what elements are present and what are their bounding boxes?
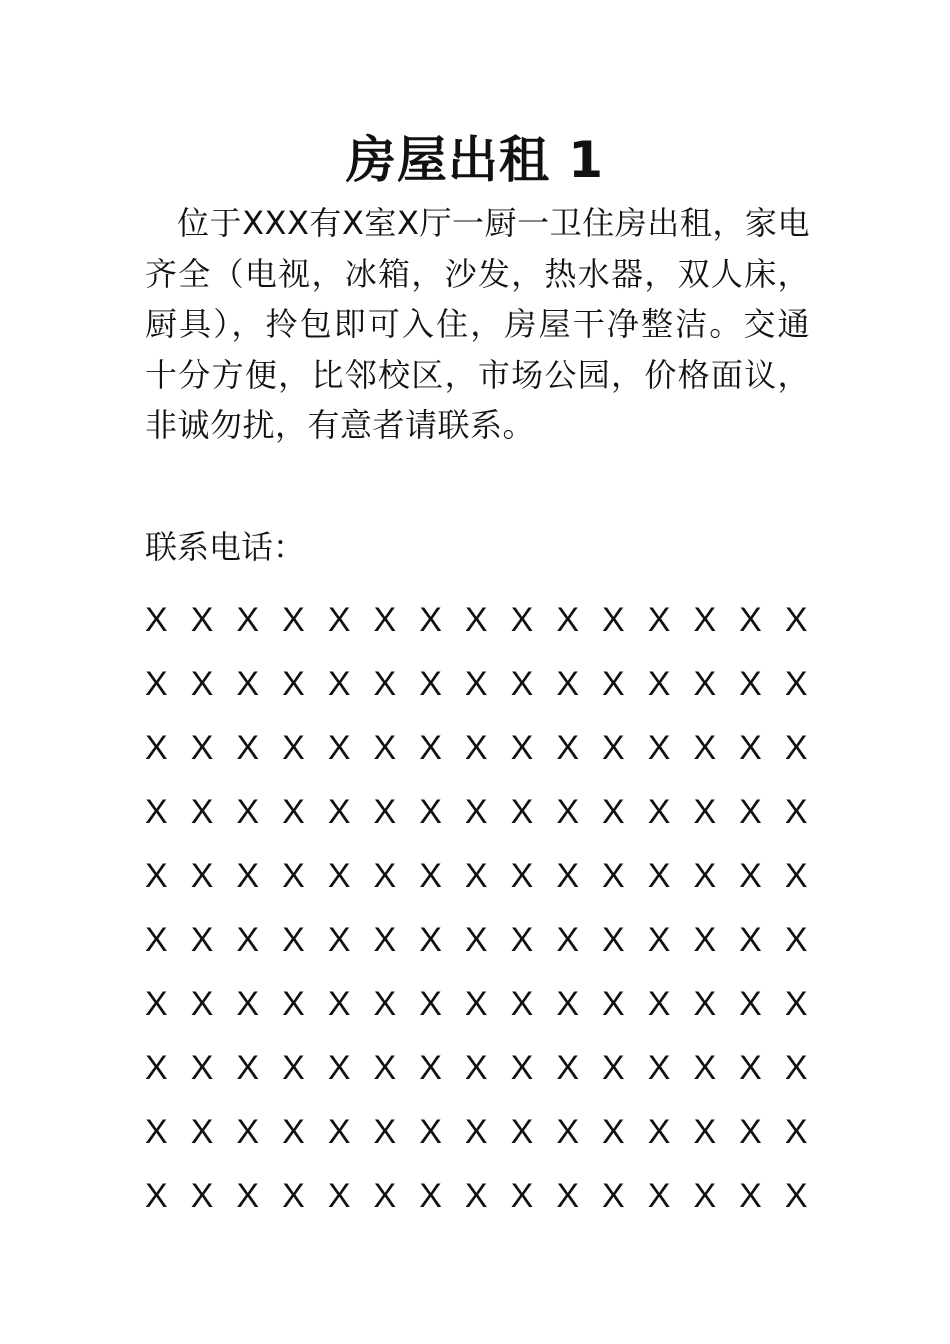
placeholder-x: X: [647, 1049, 671, 1087]
placeholder-x: X: [145, 601, 168, 639]
placeholder-x: X: [647, 921, 671, 959]
placeholder-x: X: [464, 857, 488, 895]
placeholder-x: X: [693, 729, 717, 767]
placeholder-x: X: [784, 729, 808, 767]
placeholder-x: X: [145, 1177, 168, 1215]
placeholder-x: X: [784, 793, 808, 831]
placeholder-x: X: [464, 601, 488, 639]
placeholder-x: X: [190, 985, 214, 1023]
placeholder-row: [145, 914, 808, 978]
placeholder-x: X: [190, 1113, 214, 1151]
placeholder-x: X: [190, 729, 214, 767]
placeholder-x: X: [556, 601, 580, 639]
placeholder-x: X: [602, 857, 625, 895]
placeholder-x: X: [145, 921, 168, 959]
placeholder-x: X: [373, 1177, 397, 1215]
placeholder-x: X: [282, 729, 305, 767]
placeholder-x: X: [556, 793, 580, 831]
placeholder-x: X: [510, 985, 534, 1023]
placeholder-x: X: [510, 921, 534, 959]
placeholder-x: X: [693, 601, 717, 639]
placeholder-row: [145, 658, 808, 722]
placeholder-x: X: [373, 985, 397, 1023]
placeholder-x: X: [784, 857, 808, 895]
placeholder-x: X: [693, 857, 717, 895]
placeholder-x: X: [145, 985, 168, 1023]
placeholder-x: X: [464, 729, 488, 767]
placeholder-x: X: [327, 921, 351, 959]
placeholder-x: X: [784, 985, 808, 1023]
placeholder-x: X: [556, 985, 580, 1023]
placeholder-x: X: [373, 665, 397, 703]
placeholder-x: X: [236, 921, 260, 959]
placeholder-x: X: [693, 665, 717, 703]
placeholder-x: X: [282, 857, 305, 895]
placeholder-x: X: [327, 857, 351, 895]
placeholder-x: X: [510, 1113, 534, 1151]
placeholder-x: X: [190, 1177, 214, 1215]
placeholder-x: X: [784, 665, 808, 703]
placeholder-x: X: [419, 857, 442, 895]
placeholder-x: X: [602, 1177, 625, 1215]
placeholder-x: X: [556, 729, 580, 767]
placeholder-x: X: [373, 729, 397, 767]
placeholder-x: X: [327, 1177, 351, 1215]
placeholder-x: X: [647, 665, 671, 703]
placeholder-x: X: [145, 1113, 168, 1151]
placeholder-x: X: [647, 985, 671, 1023]
placeholder-x: X: [419, 665, 442, 703]
placeholder-row: [145, 1106, 808, 1170]
placeholder-x: X: [236, 665, 260, 703]
placeholder-x: X: [419, 1113, 442, 1151]
placeholder-x: X: [693, 1113, 717, 1151]
phone-placeholder-grid: [145, 594, 808, 1234]
placeholder-x: X: [190, 665, 214, 703]
placeholder-x: X: [556, 665, 580, 703]
placeholder-x: X: [419, 1177, 442, 1215]
placeholder-x: X: [647, 601, 671, 639]
placeholder-x: X: [556, 1113, 580, 1151]
placeholder-x: X: [236, 601, 260, 639]
placeholder-x: X: [739, 1177, 762, 1215]
placeholder-row: [145, 786, 808, 850]
placeholder-x: X: [373, 793, 397, 831]
placeholder-x: X: [145, 793, 168, 831]
placeholder-x: X: [190, 793, 214, 831]
placeholder-x: X: [510, 665, 534, 703]
placeholder-x: X: [739, 921, 762, 959]
placeholder-x: X: [373, 601, 397, 639]
placeholder-x: X: [190, 857, 214, 895]
placeholder-x: X: [236, 1113, 260, 1151]
placeholder-x: X: [282, 1049, 305, 1087]
rental-description: 位于XXX有X室X厅一厨一卫住房出租，家电齐全（电视，冰箱，沙发，热水器，双人床，厨具），拎包即可入住，房屋干净整洁。交通十分方便，比邻校区，市场公园，价格面议，非诚勿扰，有意者请联系。: [145, 204, 810, 444]
placeholder-x: X: [282, 601, 305, 639]
placeholder-x: X: [784, 601, 808, 639]
placeholder-x: X: [556, 1049, 580, 1087]
placeholder-x: X: [693, 921, 717, 959]
placeholder-x: X: [602, 921, 625, 959]
placeholder-x: X: [419, 985, 442, 1023]
placeholder-x: X: [282, 985, 305, 1023]
placeholder-x: X: [419, 1049, 442, 1087]
placeholder-x: X: [282, 1177, 305, 1215]
placeholder-x: X: [693, 985, 717, 1023]
placeholder-x: X: [510, 1049, 534, 1087]
placeholder-x: X: [419, 793, 442, 831]
placeholder-x: X: [464, 985, 488, 1023]
placeholder-x: X: [373, 921, 397, 959]
placeholder-x: X: [647, 729, 671, 767]
placeholder-x: X: [190, 1049, 214, 1087]
placeholder-x: X: [784, 1177, 808, 1215]
placeholder-x: X: [373, 1113, 397, 1151]
placeholder-x: X: [327, 1049, 351, 1087]
placeholder-x: X: [236, 1049, 260, 1087]
placeholder-x: X: [739, 793, 762, 831]
placeholder-x: X: [647, 793, 671, 831]
placeholder-x: X: [784, 1113, 808, 1151]
placeholder-x: X: [602, 729, 625, 767]
placeholder-x: X: [464, 793, 488, 831]
placeholder-x: X: [327, 793, 351, 831]
placeholder-x: X: [510, 729, 534, 767]
placeholder-row: [145, 1042, 808, 1106]
placeholder-x: X: [510, 857, 534, 895]
placeholder-x: X: [464, 1049, 488, 1087]
placeholder-x: X: [327, 729, 351, 767]
placeholder-x: X: [693, 1177, 717, 1215]
placeholder-x: X: [145, 729, 168, 767]
placeholder-x: X: [602, 1049, 625, 1087]
placeholder-x: X: [464, 665, 488, 703]
placeholder-x: X: [647, 1177, 671, 1215]
placeholder-row: [145, 1170, 808, 1234]
placeholder-x: X: [602, 1113, 625, 1151]
placeholder-x: X: [647, 857, 671, 895]
placeholder-x: X: [373, 857, 397, 895]
placeholder-x: X: [282, 793, 305, 831]
placeholder-x: X: [282, 665, 305, 703]
placeholder-x: X: [145, 857, 168, 895]
placeholder-x: X: [464, 1177, 488, 1215]
placeholder-x: X: [327, 985, 351, 1023]
placeholder-x: X: [190, 601, 214, 639]
placeholder-x: X: [739, 1113, 762, 1151]
placeholder-x: X: [556, 857, 580, 895]
placeholder-x: X: [602, 665, 625, 703]
placeholder-x: X: [464, 1113, 488, 1151]
placeholder-x: X: [693, 1049, 717, 1087]
placeholder-x: X: [602, 793, 625, 831]
placeholder-x: X: [282, 921, 305, 959]
placeholder-x: X: [510, 1177, 534, 1215]
placeholder-x: X: [693, 793, 717, 831]
placeholder-x: X: [236, 857, 260, 895]
placeholder-x: X: [236, 985, 260, 1023]
placeholder-x: X: [327, 601, 351, 639]
placeholder-x: X: [602, 601, 625, 639]
placeholder-x: X: [647, 1113, 671, 1151]
placeholder-x: X: [784, 1049, 808, 1087]
placeholder-x: X: [510, 793, 534, 831]
placeholder-x: X: [556, 1177, 580, 1215]
placeholder-row: [145, 850, 808, 914]
placeholder-x: X: [784, 921, 808, 959]
placeholder-x: X: [145, 665, 168, 703]
placeholder-x: X: [419, 729, 442, 767]
placeholder-x: X: [739, 985, 762, 1023]
placeholder-row: [145, 594, 808, 658]
placeholder-x: X: [739, 729, 762, 767]
document-title: 房屋出租 1: [345, 131, 605, 189]
placeholder-x: X: [327, 665, 351, 703]
placeholder-x: X: [236, 729, 260, 767]
placeholder-x: X: [739, 1049, 762, 1087]
placeholder-x: X: [327, 1113, 351, 1151]
placeholder-x: X: [602, 985, 625, 1023]
placeholder-x: X: [236, 1177, 260, 1215]
placeholder-x: X: [419, 921, 442, 959]
placeholder-x: X: [464, 921, 488, 959]
placeholder-x: X: [145, 1049, 168, 1087]
placeholder-x: X: [419, 601, 442, 639]
placeholder-x: X: [739, 857, 762, 895]
placeholder-x: X: [556, 921, 580, 959]
placeholder-x: X: [236, 793, 260, 831]
placeholder-x: X: [739, 601, 762, 639]
placeholder-x: X: [739, 665, 762, 703]
placeholder-x: X: [282, 1113, 305, 1151]
placeholder-x: X: [373, 1049, 397, 1087]
placeholder-x: X: [510, 601, 534, 639]
placeholder-row: [145, 978, 808, 1042]
placeholder-row: [145, 722, 808, 786]
placeholder-x: X: [190, 921, 214, 959]
contact-label: 联系电话：: [145, 528, 306, 566]
